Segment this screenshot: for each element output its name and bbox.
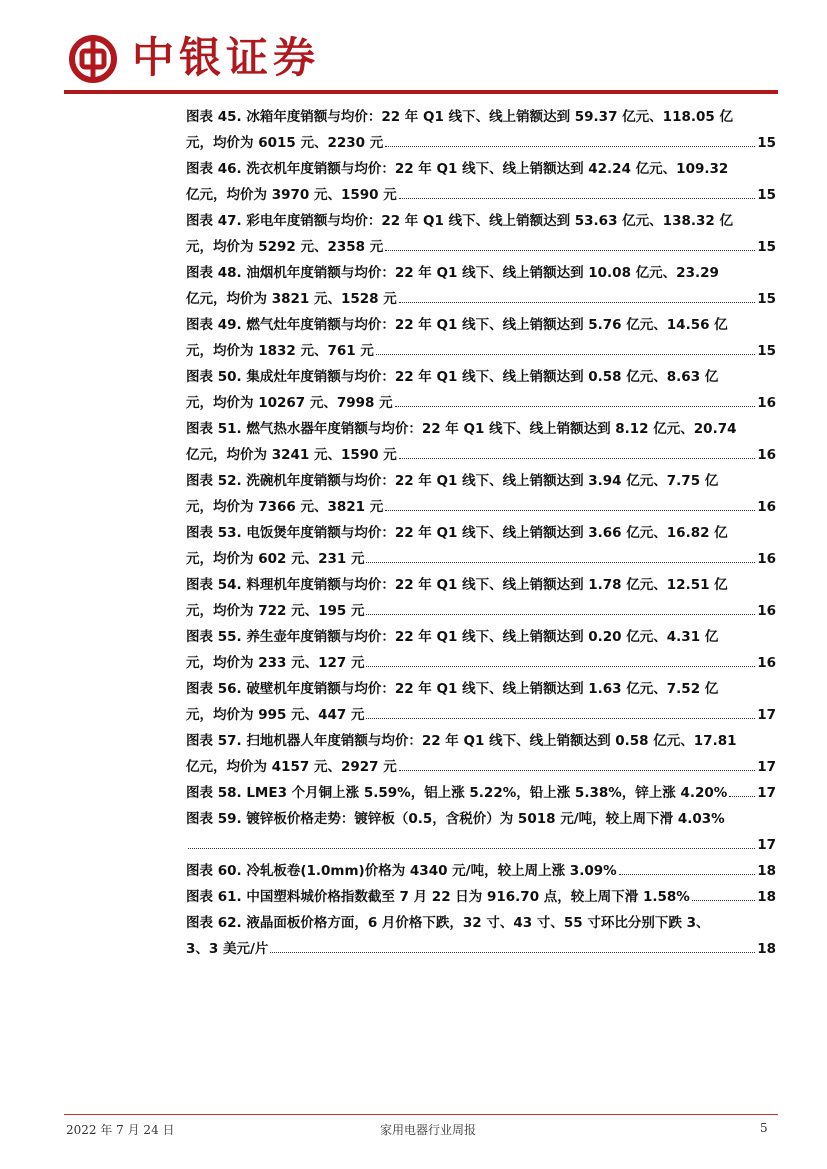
toc-entry-page: 15 bbox=[757, 187, 776, 203]
dot-leader bbox=[395, 406, 756, 407]
toc-entry-title: 图表 57. 扫地机器人年度销额与均价：22 年 Q1 线下、线上销额达到 0.58 亿元、17.81 bbox=[186, 733, 737, 749]
dot-leader bbox=[385, 510, 755, 511]
toc-entry-page: 17 bbox=[757, 707, 776, 723]
toc-entry-title: 图表 45. 冰箱年度销额与均价：22 年 Q1 线下、线上销额达到 59.37 亿元、118.05 亿 bbox=[186, 109, 733, 125]
toc-entry[interactable] bbox=[186, 572, 776, 624]
toc-entry[interactable] bbox=[186, 624, 776, 676]
dot-leader bbox=[399, 198, 755, 199]
toc-entry-page: 15 bbox=[757, 291, 776, 307]
toc-entry-title: 图表 62. 液晶面板价格方面，6 月价格下跌，32 寸、43 寸、55 寸环比分别下跌 3、 bbox=[186, 915, 710, 931]
dot-leader bbox=[729, 796, 755, 797]
dot-leader bbox=[270, 952, 755, 953]
toc-entry[interactable] bbox=[186, 364, 776, 416]
toc-entry[interactable] bbox=[186, 780, 776, 806]
dot-leader bbox=[399, 458, 755, 459]
toc-entry-page: 15 bbox=[757, 343, 776, 359]
dot-leader bbox=[188, 848, 755, 849]
dot-leader bbox=[366, 614, 755, 615]
page-header bbox=[0, 0, 827, 100]
toc-entry-page: 16 bbox=[757, 655, 776, 671]
toc-entry-page: 16 bbox=[757, 551, 776, 567]
footer-report-title: 家用电器行业周报 bbox=[380, 1123, 477, 1137]
brand-name: 中银证券 bbox=[132, 33, 321, 82]
table-of-figures bbox=[186, 104, 776, 962]
toc-entry-title: 图表 47. 彩电年度销额与均价：22 年 Q1 线下、线上销额达到 53.63 亿元、138.32 亿 bbox=[186, 213, 733, 229]
toc-entry-title-cont: 3、3 美元/片 bbox=[186, 941, 269, 957]
dot-leader bbox=[385, 146, 755, 147]
toc-entry-title: 图表 52. 洗碗机年度销额与均价：22 年 Q1 线下、线上销额达到 3.94 亿元、7.75 亿 bbox=[186, 473, 719, 489]
dot-leader bbox=[366, 666, 755, 667]
toc-entry[interactable] bbox=[186, 806, 776, 858]
toc-entry[interactable] bbox=[186, 884, 776, 910]
toc-entry-title: 图表 51. 燃气热水器年度销额与均价：22 年 Q1 线下、线上销额达到 8.12 亿元、20.74 bbox=[186, 421, 737, 437]
toc-entry-title-cont: 元，均价为 602 元、231 元 bbox=[186, 551, 365, 567]
toc-entry-page: 16 bbox=[757, 447, 776, 463]
toc-entry-title-cont: 亿元，均价为 3970 元、1590 元 bbox=[186, 187, 397, 203]
toc-entry[interactable] bbox=[186, 416, 776, 468]
toc-entry-page: 15 bbox=[757, 135, 776, 151]
dot-leader bbox=[366, 718, 755, 719]
toc-entry[interactable] bbox=[186, 208, 776, 260]
toc-entry-title-cont: 元，均价为 7366 元、3821 元 bbox=[186, 499, 384, 515]
dot-leader bbox=[385, 250, 755, 251]
dot-leader bbox=[399, 770, 755, 771]
toc-entry[interactable] bbox=[186, 104, 776, 156]
toc-entry-title-cont: 元，均价为 233 元、127 元 bbox=[186, 655, 365, 671]
toc-entry-title: 图表 54. 料理机年度销额与均价：22 年 Q1 线下、线上销额达到 1.78 亿元、12.51 亿 bbox=[186, 577, 728, 593]
toc-entry-title-cont: 亿元，均价为 3821 元、1528 元 bbox=[186, 291, 397, 307]
footer-page-number: 5 bbox=[760, 1121, 768, 1135]
header-rule bbox=[64, 90, 778, 94]
toc-entry-title: 图表 46. 洗衣机年度销额与均价：22 年 Q1 线下、线上销额达到 42.24 亿元、109.32 bbox=[186, 161, 729, 177]
toc-entry-page: 16 bbox=[757, 603, 776, 619]
toc-entry[interactable] bbox=[186, 520, 776, 572]
toc-entry[interactable] bbox=[186, 312, 776, 364]
dot-leader bbox=[399, 302, 755, 303]
toc-entry[interactable] bbox=[186, 260, 776, 312]
toc-entry[interactable] bbox=[186, 156, 776, 208]
dot-leader bbox=[366, 562, 755, 563]
bank-of-china-logo bbox=[68, 34, 118, 84]
toc-entry-title: 图表 53. 电饭煲年度销额与均价：22 年 Q1 线下、线上销额达到 3.66 亿元、16.82 亿 bbox=[186, 525, 728, 541]
toc-entry-page: 18 bbox=[757, 889, 776, 905]
toc-entry[interactable] bbox=[186, 910, 776, 962]
toc-entry-title: 图表 50. 集成灶年度销额与均价：22 年 Q1 线下、线上销额达到 0.58 亿元、8.63 亿 bbox=[186, 369, 719, 385]
toc-entry-title: 图表 61. 中国塑料城价格指数截至 7 月 22 日为 916.70 点，较上周下滑 1.58% bbox=[186, 889, 690, 905]
footer-rule bbox=[64, 1114, 778, 1115]
toc-entry[interactable] bbox=[186, 858, 776, 884]
toc-entry-title: 图表 48. 油烟机年度销额与均价：22 年 Q1 线下、线上销额达到 10.08 亿元、23.29 bbox=[186, 265, 719, 281]
toc-entry-title: 图表 55. 养生壶年度销额与均价：22 年 Q1 线下、线上销额达到 0.20 亿元、4.31 亿 bbox=[186, 629, 719, 645]
toc-entry[interactable] bbox=[186, 676, 776, 728]
toc-entry[interactable] bbox=[186, 728, 776, 780]
toc-entry-page: 18 bbox=[757, 863, 776, 879]
toc-entry-title: 图表 49. 燃气灶年度销额与均价：22 年 Q1 线下、线上销额达到 5.76 亿元、14.56 亿 bbox=[186, 317, 728, 333]
footer-date: 2022 年 7 月 24 日 bbox=[66, 1123, 175, 1137]
toc-entry-page: 17 bbox=[757, 837, 776, 853]
toc-entry-page: 18 bbox=[757, 941, 776, 957]
toc-entry-title-cont: 亿元，均价为 4157 元、2927 元 bbox=[186, 759, 397, 775]
toc-entry-title: 图表 58. LME3 个月铜上涨 5.59%，铝上涨 5.22%，铅上涨 5.38%，锌上涨 4.20% bbox=[186, 785, 728, 801]
toc-entry-title: 图表 59. 镀锌板价格走势：镀锌板（0.5，含税价）为 5018 元/吨，较上周下滑 4.03% bbox=[186, 811, 725, 827]
toc-entry-title: 图表 60. 冷轧板卷(1.0mm)价格为 4340 元/吨，较上周上涨 3.09% bbox=[186, 863, 617, 879]
dot-leader bbox=[619, 874, 756, 875]
toc-entry-title-cont: 元，均价为 5292 元、2358 元 bbox=[186, 239, 384, 255]
toc-entry[interactable] bbox=[186, 468, 776, 520]
toc-entry-title: 图表 56. 破壁机年度销额与均价：22 年 Q1 线下、线上销额达到 1.63 亿元、7.52 亿 bbox=[186, 681, 719, 697]
toc-entry-page: 16 bbox=[757, 395, 776, 411]
toc-entry-page: 17 bbox=[757, 759, 776, 775]
toc-entry-title-cont: 元，均价为 6015 元、2230 元 bbox=[186, 135, 384, 151]
dot-leader bbox=[692, 900, 755, 901]
toc-entry-page: 16 bbox=[757, 499, 776, 515]
toc-entry-title-cont: 元，均价为 1832 元、761 元 bbox=[186, 343, 374, 359]
toc-entry-title-cont: 元，均价为 995 元、447 元 bbox=[186, 707, 365, 723]
toc-entry-title-cont: 元，均价为 722 元、195 元 bbox=[186, 603, 365, 619]
toc-entry-title-cont: 亿元，均价为 3241 元、1590 元 bbox=[186, 447, 397, 463]
toc-entry-title-cont: 元，均价为 10267 元、7998 元 bbox=[186, 395, 393, 411]
dot-leader bbox=[376, 354, 755, 355]
toc-entry-page: 17 bbox=[757, 785, 776, 801]
toc-entry-page: 15 bbox=[757, 239, 776, 255]
